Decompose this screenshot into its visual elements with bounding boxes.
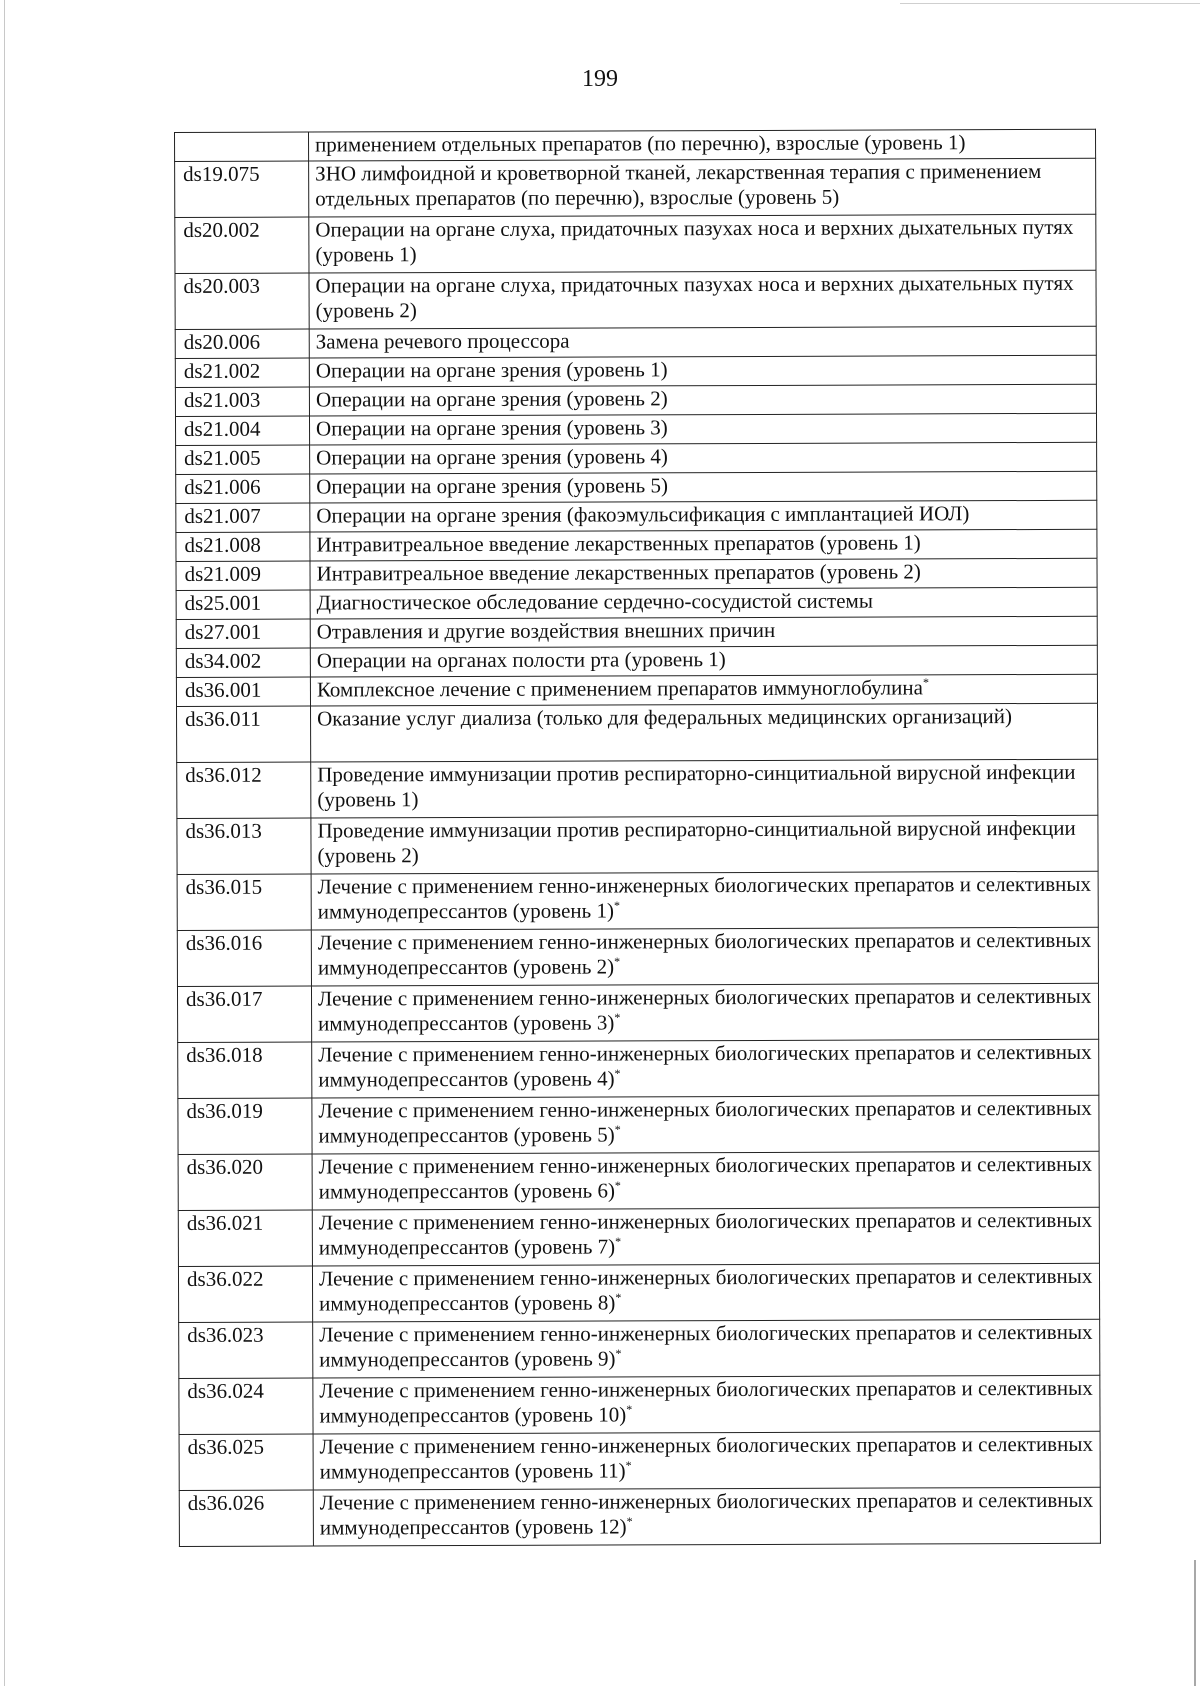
row-description-text: Лечение с применением генно-инженерных биологических препаратов и селективных иммунодепрессантов (уровень 12) xyxy=(319,1487,1094,1540)
row-code: ds36.012 xyxy=(177,762,311,818)
footnote-asterisk: * xyxy=(625,1458,632,1473)
row-code: ds36.024 xyxy=(179,1378,313,1434)
row-code: ds34.002 xyxy=(176,648,310,677)
table-row xyxy=(176,616,1097,648)
table-row xyxy=(179,1319,1100,1378)
table-row xyxy=(178,1263,1099,1322)
row-description-text: Проведение иммунизации против респираторно-синцитиальной вирусной инфекции (уровень 1) xyxy=(317,759,1076,812)
row-description-text: Лечение с применением генно-инженерных биологических препаратов и селективных иммунодепрессантов (уровень 5) xyxy=(318,1095,1092,1148)
row-description-text: Операции на органе слуха, придаточных пазухах носа и верхних дыхательных путях (уровень 2) xyxy=(315,270,1074,323)
footnote-asterisk: * xyxy=(615,1346,622,1361)
row-code: ds21.003 xyxy=(175,387,309,416)
row-description xyxy=(309,214,1096,273)
footnote-asterisk: * xyxy=(613,898,620,913)
row-description xyxy=(311,871,1098,930)
footnote-asterisk: * xyxy=(614,954,621,969)
table-row xyxy=(175,129,1096,161)
row-description-text: Интравитреальное введение лекарственных препаратов (уровень 1) xyxy=(316,530,921,557)
row-description-text: Лечение с применением генно-инженерных биологических препаратов и селективных иммунодепрессантов (уровень 7) xyxy=(318,1207,1093,1260)
table-row xyxy=(176,558,1097,590)
row-description xyxy=(310,674,1097,706)
row-description-text: Диагностическое обследование сердечно-сосудистой системы xyxy=(316,588,873,615)
row-code: ds36.026 xyxy=(179,1490,313,1546)
row-description xyxy=(313,1319,1100,1378)
row-code: ds21.004 xyxy=(175,416,309,445)
table-row xyxy=(179,1431,1100,1490)
table-row xyxy=(175,413,1096,445)
table-row xyxy=(175,384,1096,416)
scan-edge-top xyxy=(900,3,1200,4)
row-description-text: Лечение с применением генно-инженерных биологических препаратов и селективных иммунодепрессантов (уровень 3) xyxy=(317,983,1092,1036)
scan-edge-left xyxy=(4,0,5,1686)
row-description-text: ЗНО лимфоидной и кроветворной тканей, лекарственная терапия с применением отдельных препаратов (по перечню), взрослые (уровень 5) xyxy=(315,158,1042,211)
row-description-text: Операции на органе зрения (факоэмульсификация с имплантацией ИОЛ) xyxy=(316,501,970,528)
row-code: ds36.015 xyxy=(177,874,311,930)
row-description xyxy=(312,1263,1099,1322)
row-description xyxy=(311,983,1098,1042)
row-description-text: Операции на органе зрения (уровень 2) xyxy=(315,386,668,412)
row-code: ds27.001 xyxy=(176,619,310,648)
row-description xyxy=(312,1151,1099,1210)
row-description xyxy=(309,129,1096,161)
row-code xyxy=(175,132,309,161)
table-row xyxy=(175,214,1096,273)
row-description xyxy=(313,1487,1100,1546)
row-description-text: Операции на органе слуха, придаточных пазухах носа и верхних дыхательных путях (уровень 1) xyxy=(315,214,1074,267)
row-description-text: Операции на органе зрения (уровень 1) xyxy=(315,357,668,383)
table-row xyxy=(176,674,1097,706)
row-description xyxy=(311,927,1098,986)
row-code: ds36.025 xyxy=(179,1434,313,1490)
row-description xyxy=(310,645,1097,677)
footnote-asterisk: * xyxy=(614,1066,621,1081)
table-row xyxy=(175,270,1096,329)
table-row xyxy=(178,1039,1099,1098)
table-row xyxy=(176,442,1097,474)
row-description-text: Лечение с применением генно-инженерных биологических препаратов и селективных иммунодепрессантов (уровень 11) xyxy=(319,1431,1093,1484)
footnote-asterisk: * xyxy=(615,1234,622,1249)
codes-table xyxy=(174,129,1101,1547)
table-row xyxy=(177,871,1098,930)
row-code: ds21.005 xyxy=(176,445,310,474)
footnote-asterisk: * xyxy=(614,1178,621,1193)
row-description xyxy=(309,384,1096,416)
row-description xyxy=(312,1039,1099,1098)
row-code: ds21.008 xyxy=(176,532,310,561)
row-description-text: Комплексное лечение с применением препаратов иммуноглобулина xyxy=(316,675,923,702)
table-row xyxy=(176,529,1097,561)
table-row xyxy=(177,703,1098,762)
table-row xyxy=(177,815,1098,874)
row-code: ds20.006 xyxy=(175,329,309,358)
row-description xyxy=(310,616,1097,648)
row-code: ds36.023 xyxy=(179,1322,313,1378)
row-description-text: Операции на органах полости рта (уровень 1) xyxy=(316,647,726,673)
row-code: ds36.013 xyxy=(177,818,311,874)
row-description xyxy=(309,355,1096,387)
row-code: ds36.017 xyxy=(177,986,311,1042)
row-description-text: Лечение с применением генно-инженерных биологических препаратов и селективных иммунодепрессантов (уровень 2) xyxy=(317,927,1092,980)
row-description xyxy=(310,587,1097,619)
row-description xyxy=(310,529,1097,561)
row-code: ds19.075 xyxy=(175,161,309,217)
table-row xyxy=(175,158,1096,217)
row-code: ds21.002 xyxy=(175,358,309,387)
row-code: ds25.001 xyxy=(176,590,310,619)
row-code: ds36.019 xyxy=(178,1098,312,1154)
footnote-asterisk: * xyxy=(626,1514,633,1529)
table-row xyxy=(179,1487,1100,1546)
row-code: ds20.002 xyxy=(175,217,309,273)
table-row xyxy=(175,355,1096,387)
row-description-text: Проведение иммунизации против респираторно-синцитиальной вирусной инфекции (уровень 2) xyxy=(317,815,1076,868)
row-description xyxy=(310,442,1097,474)
row-description-text: Операции на органе зрения (уровень 4) xyxy=(316,444,668,470)
row-description-text: Оказание услуг диализа (только для федеральных медицинских организаций) xyxy=(317,704,1012,731)
footnote-asterisk: * xyxy=(922,675,929,690)
row-description xyxy=(313,1375,1100,1434)
footnote-asterisk: * xyxy=(615,1290,622,1305)
row-description xyxy=(310,558,1097,590)
row-description-text: Операции на органе зрения (уровень 3) xyxy=(315,415,668,441)
row-description xyxy=(310,471,1097,503)
table-row xyxy=(176,645,1097,677)
row-description-text: Лечение с применением генно-инженерных биологических препаратов и селективных иммунодепрессантов (уровень 6) xyxy=(318,1151,1092,1204)
row-code: ds21.006 xyxy=(176,474,310,503)
row-code: ds36.022 xyxy=(178,1266,312,1322)
row-description xyxy=(309,413,1096,445)
table-row xyxy=(177,983,1098,1042)
row-description-text: Операции на органе зрения (уровень 5) xyxy=(316,473,669,499)
row-code: ds36.018 xyxy=(178,1042,312,1098)
row-code: ds36.021 xyxy=(178,1210,312,1266)
row-description xyxy=(309,270,1096,329)
row-description xyxy=(311,703,1098,762)
row-code: ds36.016 xyxy=(177,930,311,986)
row-code: ds21.009 xyxy=(176,561,310,590)
row-code: ds36.011 xyxy=(177,706,311,762)
row-description-text: Лечение с применением генно-инженерных биологических препаратов и селективных иммунодепрессантов (уровень 8) xyxy=(318,1263,1093,1316)
row-description xyxy=(309,158,1096,217)
row-description xyxy=(311,815,1098,874)
table-row xyxy=(176,471,1097,503)
row-description xyxy=(310,500,1097,532)
row-code: ds36.001 xyxy=(176,677,310,706)
table-row xyxy=(177,927,1098,986)
row-code: ds21.007 xyxy=(176,503,310,532)
table-row xyxy=(179,1375,1100,1434)
table-row xyxy=(178,1207,1099,1266)
table-row xyxy=(176,500,1097,532)
row-description-text: Интравитреальное введение лекарственных препаратов (уровень 2) xyxy=(316,559,921,586)
footnote-asterisk: * xyxy=(626,1402,633,1417)
row-description-text: Замена речевого процессора xyxy=(315,328,570,354)
row-description-text: Лечение с применением генно-инженерных биологических препаратов и селективных иммунодепрессантов (уровень 9) xyxy=(319,1319,1093,1372)
table-row xyxy=(177,759,1098,818)
row-code: ds20.003 xyxy=(175,273,309,329)
footnote-asterisk: * xyxy=(614,1010,621,1025)
row-description xyxy=(312,1207,1099,1266)
row-description xyxy=(312,1095,1099,1154)
row-description xyxy=(311,759,1098,818)
page-number: 199 xyxy=(582,66,618,92)
row-code: ds36.020 xyxy=(178,1154,312,1210)
footnote-asterisk: * xyxy=(614,1122,621,1137)
table-row xyxy=(178,1095,1099,1154)
row-description-text: Лечение с применением генно-инженерных биологических препаратов и селективных иммунодепрессантов (уровень 1) xyxy=(317,871,1092,924)
row-description-text: Лечение с применением генно-инженерных биологических препаратов и селективных иммунодепрессантов (уровень 10) xyxy=(319,1375,1093,1428)
table-row xyxy=(178,1151,1099,1210)
table-row xyxy=(176,587,1097,619)
scan-edge-right xyxy=(1194,1560,1196,1686)
row-description-text: Отравления и другие воздействия внешних причин xyxy=(316,617,776,644)
row-description xyxy=(309,326,1096,358)
row-description-text: Лечение с применением генно-инженерных биологических препаратов и селективных иммунодепрессантов (уровень 4) xyxy=(318,1039,1092,1092)
table-row xyxy=(175,326,1096,358)
row-description xyxy=(313,1431,1100,1490)
row-description-text: применением отдельных препаратов (по перечню), взрослые (уровень 1) xyxy=(315,130,966,157)
codes-table-body xyxy=(175,129,1101,1546)
